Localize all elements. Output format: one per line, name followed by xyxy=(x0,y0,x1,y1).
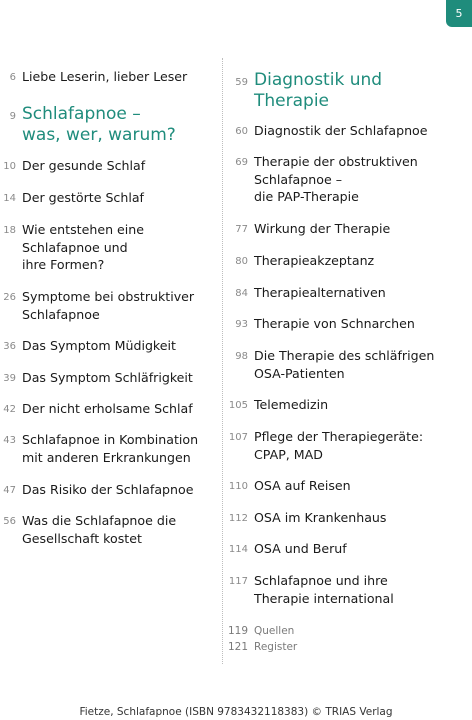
toc-page: 107 xyxy=(228,432,248,443)
toc-entry[interactable] xyxy=(224,509,386,528)
toc-entry[interactable] xyxy=(224,315,415,334)
toc-title: Das Symptom Müdigkeit xyxy=(22,338,176,353)
page-number: 5 xyxy=(455,7,463,20)
toc-entry[interactable] xyxy=(0,157,145,176)
toc-page: 14 xyxy=(3,193,16,204)
toc-page: 26 xyxy=(3,292,16,303)
toc-entry[interactable] xyxy=(224,396,328,415)
toc-entry[interactable] xyxy=(224,540,347,559)
toc-title: Quellen xyxy=(254,625,295,637)
toc-title: Schlafapnoe in Kombination mit anderen Erkrankungen xyxy=(22,432,199,465)
toc-page: 112 xyxy=(228,513,248,524)
toc-title: Der nicht erholsame Schlaf xyxy=(22,401,193,416)
toc-title: Liebe Leserin, lieber Leser xyxy=(22,69,188,84)
toc-page: 36 xyxy=(3,341,16,352)
toc-title: Therapiealternativen xyxy=(254,285,386,300)
footer-citation: Fietze, Schlafapnoe (ISBN 9783432118383) © TRIAS Verlag xyxy=(79,706,393,718)
toc-page: 59 xyxy=(235,77,248,88)
toc-entry[interactable] xyxy=(0,337,176,356)
toc-entry[interactable] xyxy=(0,288,194,323)
toc-page: 43 xyxy=(3,435,16,446)
toc-page: 10 xyxy=(3,161,16,172)
toc-title: OSA im Krankenhaus xyxy=(254,510,387,525)
toc-page: 77 xyxy=(235,224,248,235)
toc-entry[interactable] xyxy=(224,428,423,463)
toc-entry[interactable] xyxy=(224,347,434,382)
toc-page: 9 xyxy=(9,111,16,122)
toc-title: Schlafapnoe und ihre Therapie international xyxy=(254,573,394,606)
toc-entry[interactable] xyxy=(224,284,386,303)
toc-entry[interactable] xyxy=(224,153,418,206)
toc-section-heading[interactable] xyxy=(0,104,176,146)
toc-title: Der gesunde Schlaf xyxy=(22,158,146,173)
toc-entry[interactable] xyxy=(224,477,351,496)
toc-page: 47 xyxy=(3,485,16,496)
toc-title: Was die Schlafapnoe die Gesellschaft kostet xyxy=(22,513,177,546)
toc-page: 18 xyxy=(3,225,16,236)
toc-entry[interactable] xyxy=(0,431,198,466)
toc-title: Telemedizin xyxy=(254,397,329,412)
toc-title: Schlafapnoe – was, wer, warum? xyxy=(22,104,176,145)
toc-entry[interactable] xyxy=(0,221,144,274)
toc-entry[interactable] xyxy=(0,481,193,500)
toc-page: 84 xyxy=(235,288,248,299)
toc-title: Register xyxy=(254,641,298,653)
toc-page: 39 xyxy=(3,373,16,384)
toc-page: 117 xyxy=(228,576,248,587)
toc-title: OSA und Beruf xyxy=(254,541,347,556)
toc-title: Der gestörte Schlaf xyxy=(22,190,144,205)
toc-entry[interactable] xyxy=(0,369,193,388)
toc-entry[interactable] xyxy=(224,122,428,141)
toc-page: 110 xyxy=(228,481,248,492)
toc-title: Therapieakzeptanz xyxy=(254,253,375,268)
toc-title: Das Risiko der Schlafapnoe xyxy=(22,482,194,497)
toc-title: Wie entstehen eine Schlafapnoe und ihre Formen? xyxy=(22,222,145,272)
page-number-badge xyxy=(446,0,472,27)
toc-title: OSA auf Reisen xyxy=(254,478,351,493)
toc-title: Pflege der Therapiegeräte: CPAP, MAD xyxy=(254,429,424,462)
toc-page: 60 xyxy=(235,126,248,137)
toc-page: 114 xyxy=(228,544,248,555)
toc-page: 56 xyxy=(3,516,16,527)
toc-page: 93 xyxy=(235,319,248,330)
toc-entry-appendix[interactable] xyxy=(224,640,297,655)
toc-section-heading[interactable] xyxy=(224,70,382,112)
toc-title: Wirkung der Therapie xyxy=(254,221,391,236)
toc-page: 80 xyxy=(235,256,248,267)
toc-entry[interactable] xyxy=(224,572,394,607)
toc-title: Diagnostik der Schlafapnoe xyxy=(254,123,428,138)
toc-entry[interactable] xyxy=(0,68,187,87)
toc-title: Therapie der obstruktiven Schlafapnoe – die PAP-Therapie xyxy=(254,154,418,204)
toc-page: 69 xyxy=(235,157,248,168)
toc-entry[interactable] xyxy=(224,252,374,271)
toc-title: Diagnostik und Therapie xyxy=(254,70,383,111)
toc-page: 6 xyxy=(9,72,16,83)
toc-page: 98 xyxy=(235,351,248,362)
toc-page: 121 xyxy=(227,641,248,653)
toc-entry-appendix[interactable] xyxy=(224,624,294,639)
toc-title: Die Therapie des schläfrigen OSA-Patienten xyxy=(254,348,435,381)
toc-page: 105 xyxy=(228,400,248,411)
toc-entry[interactable] xyxy=(0,189,144,208)
toc-page: 119 xyxy=(227,625,248,637)
toc-entry[interactable] xyxy=(0,400,193,419)
toc-entry[interactable] xyxy=(0,512,176,547)
toc-page: 42 xyxy=(3,404,16,415)
toc-title: Therapie von Schnarchen xyxy=(254,316,415,331)
toc-title: Symptome bei obstruktiver Schlafapnoe xyxy=(22,289,195,322)
column-divider xyxy=(222,58,223,664)
toc-title: Das Symptom Schläfrigkeit xyxy=(22,370,193,385)
toc-entry[interactable] xyxy=(224,220,390,239)
